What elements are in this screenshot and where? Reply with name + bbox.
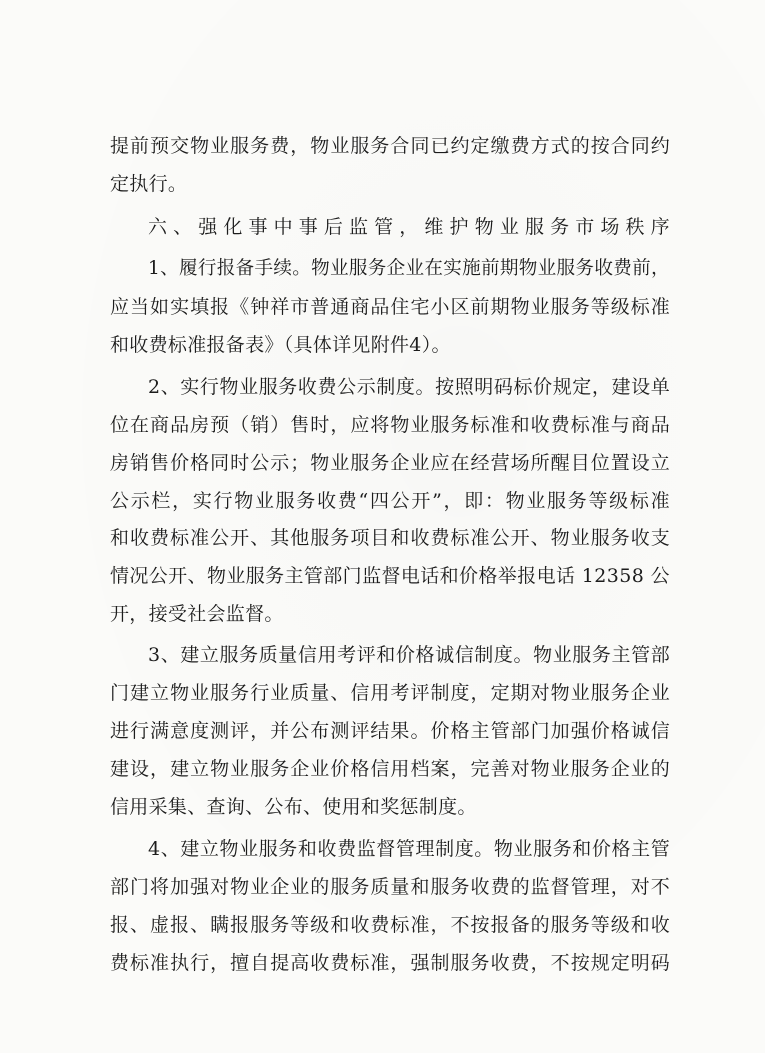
- body-line: 和收费标准报备表》（具体详见附件4）。: [110, 334, 451, 356]
- body-line: 进行满意度测评，并公布测评结果。价格主管部门加强价格诚信: [110, 720, 671, 742]
- body-line: 位在商品房预（销）售时，应将物业服务标准和收费标准与商品: [110, 414, 671, 436]
- body-line: 公示栏，实行物业服务收费“四公开”，即：物业服务等级标准: [110, 490, 672, 512]
- paragraph-first-line: 1、履行报备手续。物业服务企业在实施前期物业服务收费前，: [148, 258, 670, 279]
- body-line: 应当如实填报《钟祥市普通商品住宅小区前期物业服务等级标准: [110, 296, 671, 318]
- body-line: 开，接受社会监督。: [110, 603, 284, 625]
- paragraph-first-line: 2、实行物业服务收费公示制度。按照明码标价规定，建设单: [148, 376, 671, 398]
- body-line: 情况公开、物业服务主管部门监督电话和价格举报电话 12358 公: [110, 565, 671, 587]
- body-line: 建设，建立物业服务企业价格信用档案，完善对物业服务企业的: [110, 758, 671, 780]
- body-line: 部门将加强对物业企业的服务质量和服务收费的监督管理，对不: [110, 876, 671, 898]
- body-line: 门建立物业服务行业质量、信用考评制度，定期对物业服务企业: [110, 682, 671, 704]
- body-line: 和收费标准公开、其他服务项目和收费标准公开、物业服务收支: [110, 527, 671, 549]
- section-heading: 六、强化事中事后监管，维护物业服务市场秩序: [148, 216, 676, 238]
- body-line: 房销售价格同时公示；物业服务企业应在经营场所醒目位置设立: [110, 452, 671, 474]
- paragraph-first-line: 4、建立物业服务和收费监督管理制度。物业服务和价格主管: [148, 838, 671, 860]
- body-line: 提前预交物业服务费，物业服务合同已约定缴费方式的按合同约: [110, 135, 671, 157]
- body-line: 信用采集、查询、公布、使用和奖惩制度。: [110, 796, 477, 818]
- paragraph-first-line: 3、建立服务质量信用考评和价格诚信制度。物业服务主管部: [148, 644, 671, 666]
- body-line: 费标准执行，擅自提高收费标准，强制服务收费，不按规定明码: [110, 952, 671, 974]
- body-line: 定执行。: [110, 173, 188, 195]
- body-line: 报、虚报、瞒报服务等级和收费标准，不按报备的服务等级和收: [110, 914, 671, 936]
